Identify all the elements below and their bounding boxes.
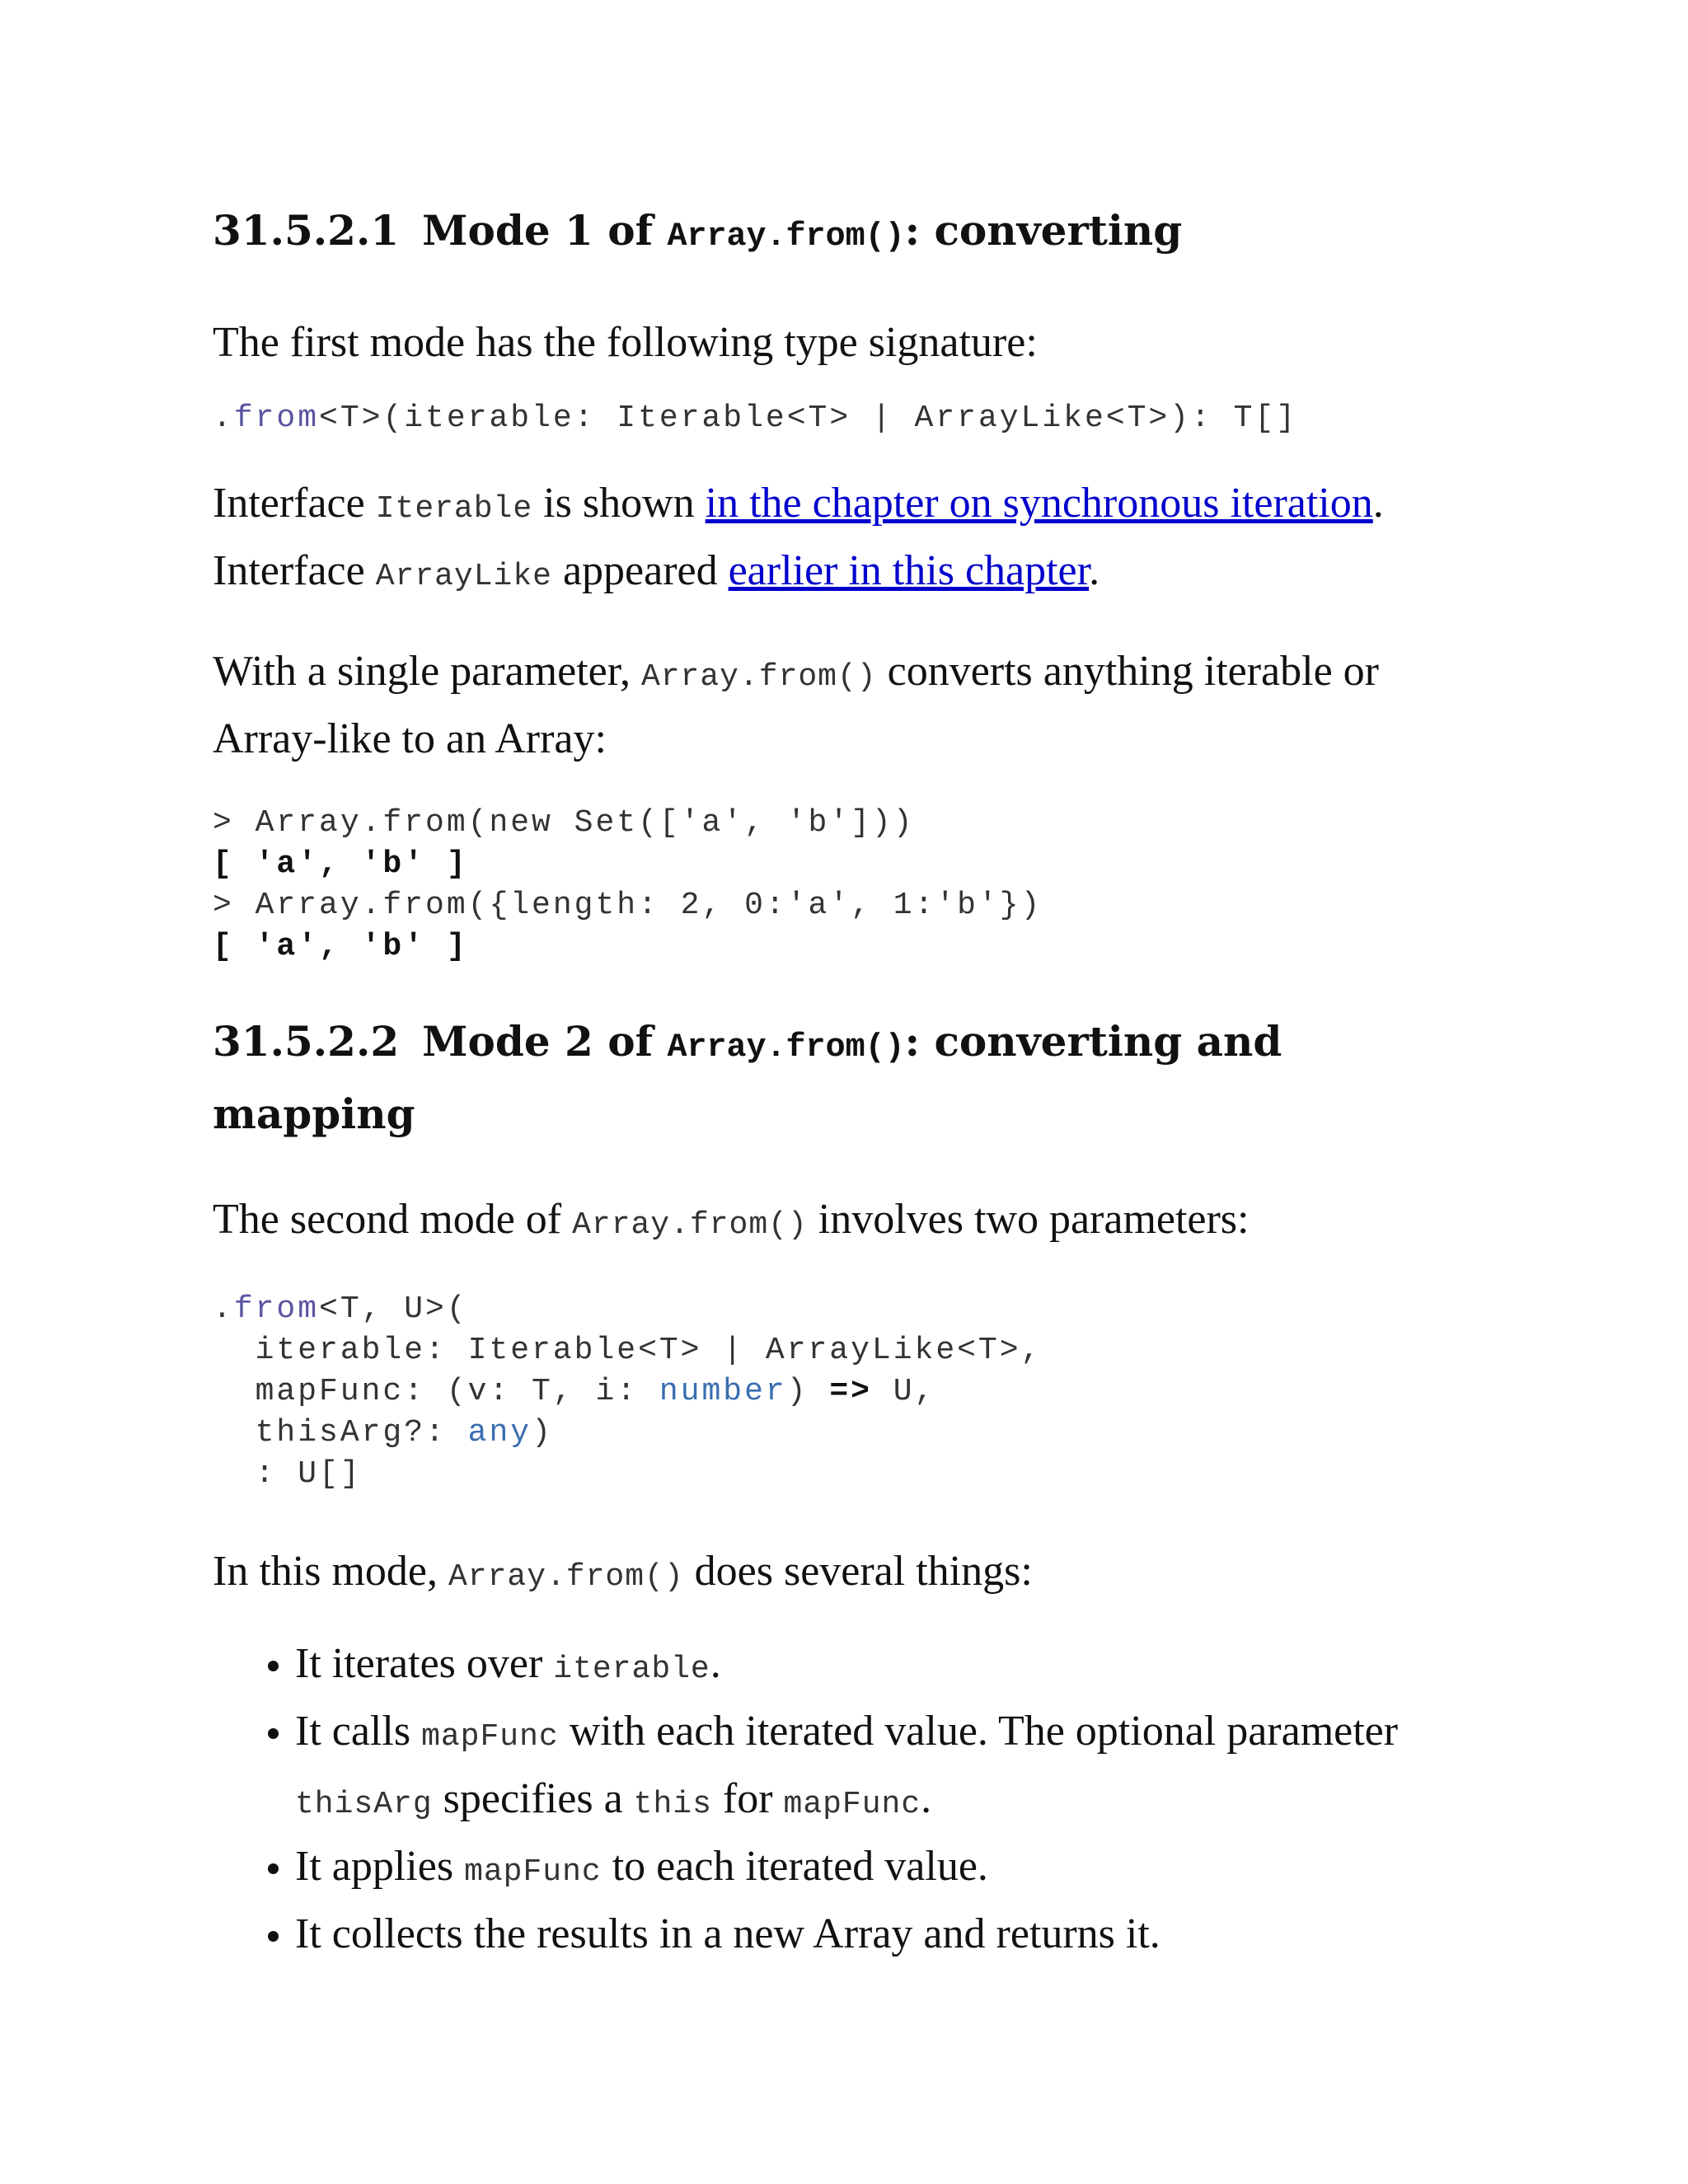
code-block-signature-1: .from<T>(iterable: Iterable<T> | ArrayLike<T>): T[] <box>213 401 1298 436</box>
paragraph-second-mode: The second mode of Array.from() involves two parameters: <box>213 1196 1250 1243</box>
code-block-repl-examples <box>213 803 1498 968</box>
document-content <box>213 198 1498 1965</box>
repl-input-1: > Array.from(new Set(['a', 'b'])) <box>213 805 915 841</box>
list-item: • It iterates over iterable. <box>295 1633 1498 1700</box>
section-heading-mode-2: 31.5.2.2 Mode 2 of Array.from(): converting and mapping <box>213 1017 1282 1138</box>
section-heading-mode-1: 31.5.2.1 Mode 1 of Array.from(): converting <box>213 206 1183 255</box>
repl-output-1: [ 'a', 'b' ] <box>213 846 468 882</box>
code-block-signature-2: .from<T, U>( iterable: Iterable<T> | ArrayLike<T>, mapFunc: (v: T, i: number) => U, thisArg?: any) : U[] <box>213 1291 1043 1492</box>
steps-list <box>213 1633 1498 1965</box>
paragraph-single-parameter: With a single parameter, Array.from() converts anything iterable or Array-like to an Array: <box>213 648 1379 762</box>
paragraph-interfaces: Interface Iterable is shown in the chapter on synchronous iteration. Interface ArrayLike appeared earlier in this chapter. <box>213 480 1384 594</box>
list-item: • It calls mapFunc with each iterated value. The optional parameter thisArg specifies a this for mapFunc. <box>295 1700 1498 1835</box>
paragraph-type-signature-intro: The first mode has the following type signature: <box>213 319 1038 366</box>
section-number: 31.5.2.1 <box>213 206 400 255</box>
repl-output-2: [ 'a', 'b' ] <box>213 929 468 964</box>
list-item: • It applies mapFunc to each iterated value. <box>295 1835 1498 1903</box>
paragraph-this-mode: In this mode, Array.from() does several things: <box>213 1548 1033 1595</box>
link-earlier-in-chapter[interactable]: earlier in this chapter <box>728 547 1090 594</box>
link-synchronous-iteration-chapter[interactable]: in the chapter on synchronous iteration <box>705 480 1373 527</box>
repl-input-2: > Array.from({length: 2, 0:'a', 1:'b'}) <box>213 888 1043 923</box>
heading-code: Array.from() <box>667 1029 905 1066</box>
section-number: 31.5.2.2 <box>213 1017 400 1066</box>
list-item: • It collects the results in a new Array and returns it. <box>295 1903 1498 1965</box>
heading-code: Array.from() <box>667 218 905 255</box>
